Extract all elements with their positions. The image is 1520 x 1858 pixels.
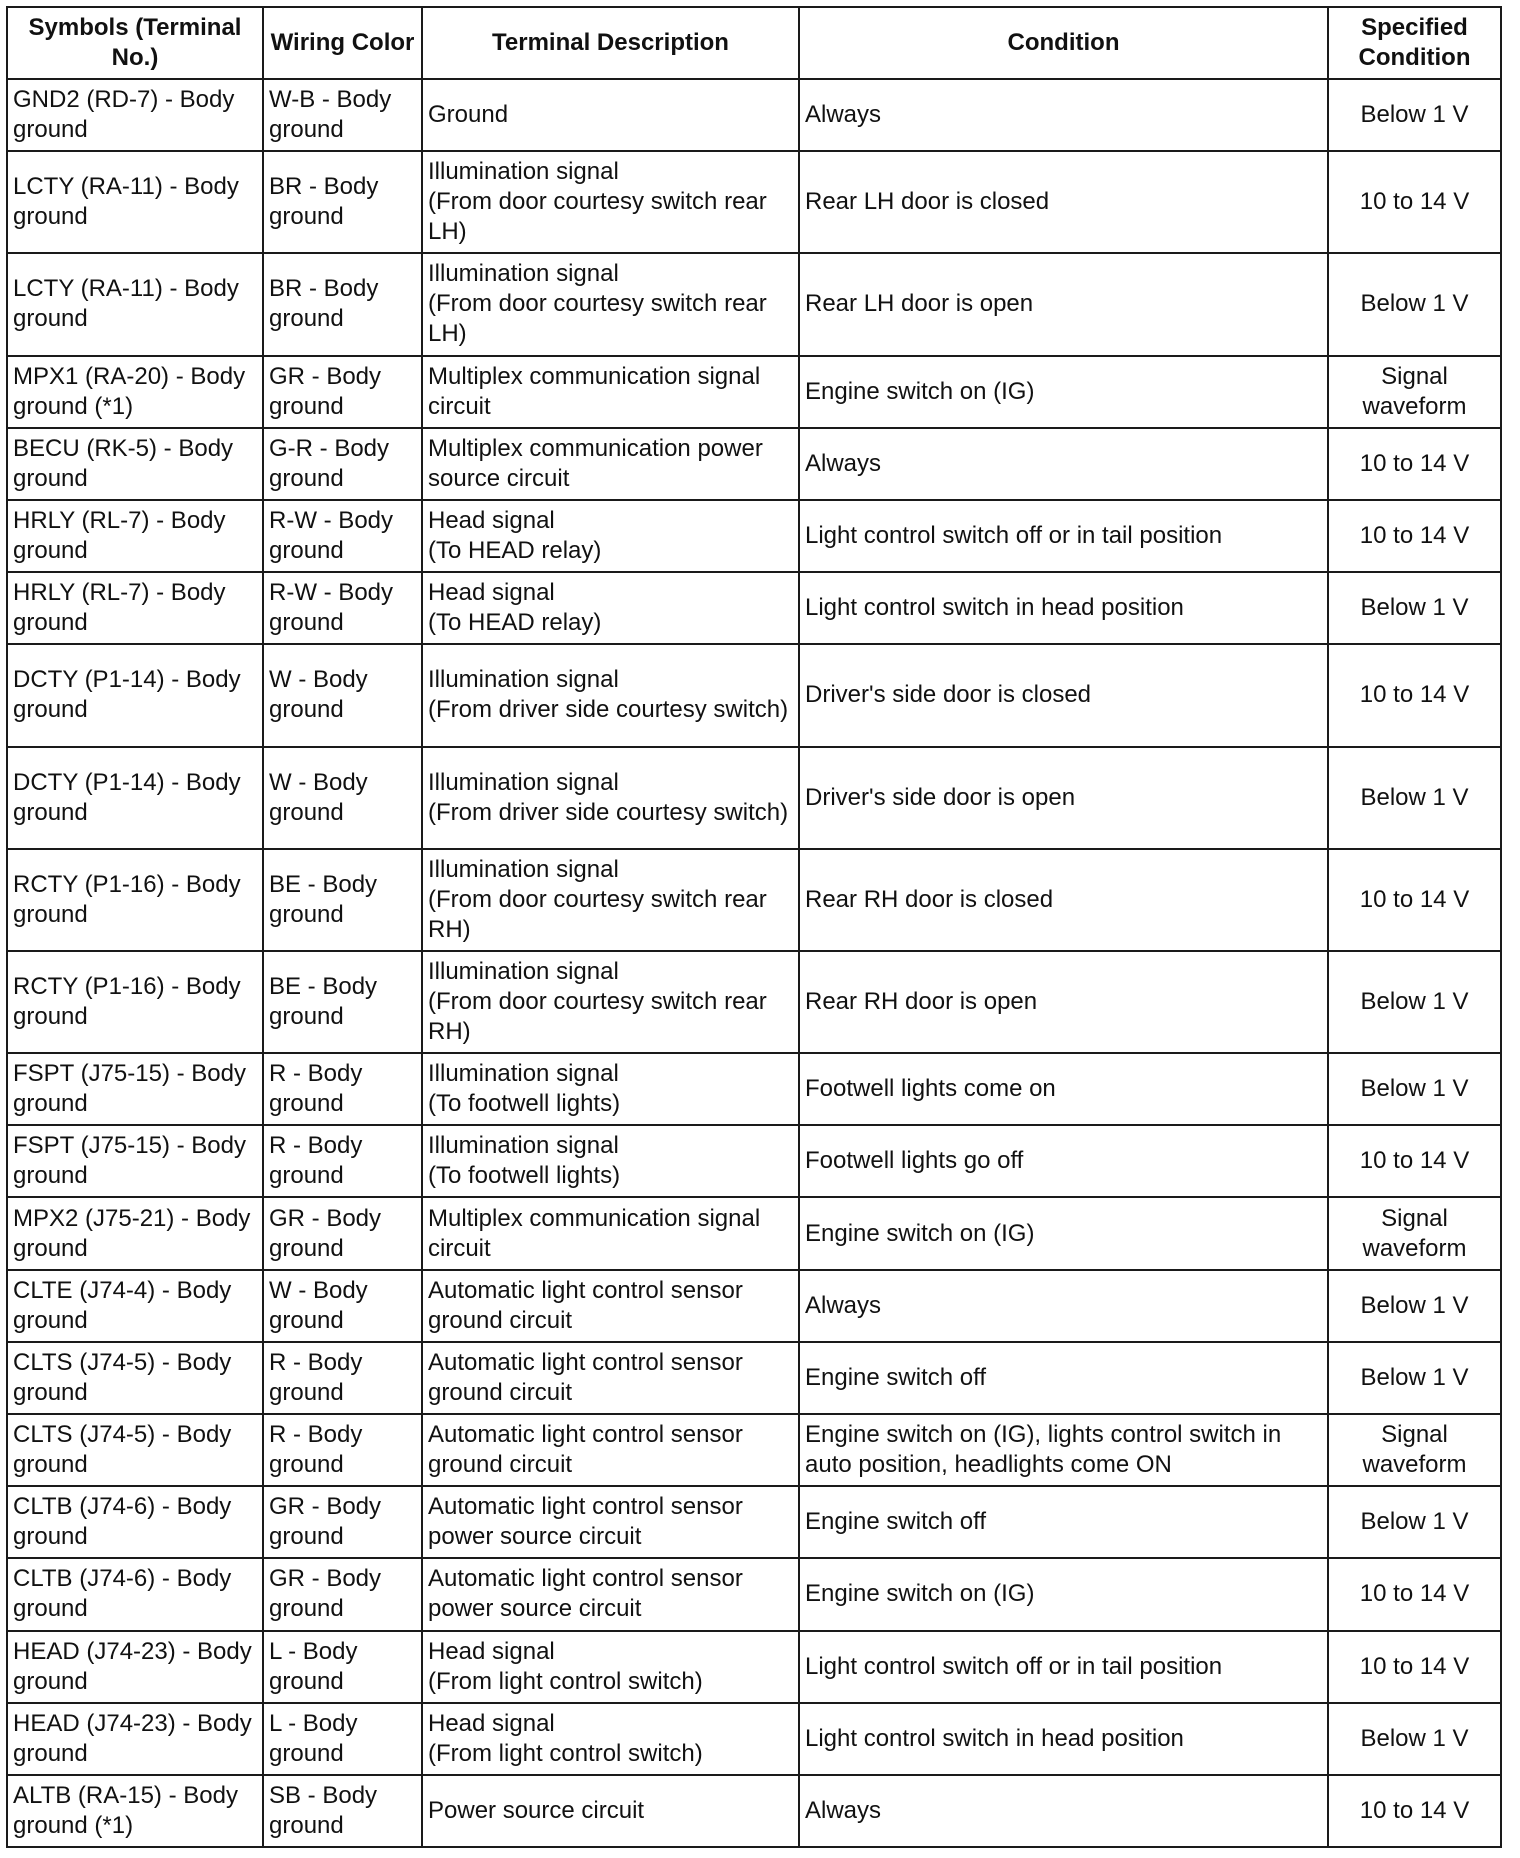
- cell-condition: Footwell lights come on: [799, 1053, 1328, 1125]
- cell-wiring-color: W-B - Body ground: [263, 79, 422, 151]
- cell-terminal-description: Head signal (From light control switch): [422, 1703, 799, 1775]
- cell-specified-condition: Below 1 V: [1328, 1270, 1501, 1342]
- cell-terminal-description: Automatic light control sensor ground circuit: [422, 1342, 799, 1414]
- cell-specified-condition: 10 to 14 V: [1328, 1125, 1501, 1197]
- cell-condition: Engine switch on (IG): [799, 1558, 1328, 1630]
- table-body: [7, 79, 1501, 1847]
- cell-terminal-description: Multiplex communication power source circuit: [422, 428, 799, 500]
- table-row: [7, 1558, 1501, 1630]
- table-row: [7, 500, 1501, 572]
- cell-symbol: HRLY (RL-7) - Body ground: [7, 500, 263, 572]
- cell-condition: Always: [799, 428, 1328, 500]
- cell-symbol: CLTE (J74-4) - Body ground: [7, 1270, 263, 1342]
- cell-symbol: ALTB (RA-15) - Body ground (*1): [7, 1775, 263, 1847]
- cell-specified-condition: 10 to 14 V: [1328, 1775, 1501, 1847]
- cell-condition: Driver's side door is open: [799, 747, 1328, 849]
- cell-symbol: RCTY (P1-16) - Body ground: [7, 951, 263, 1053]
- cell-condition: Rear RH door is open: [799, 951, 1328, 1053]
- cell-wiring-color: R - Body ground: [263, 1125, 422, 1197]
- cell-specified-condition: Below 1 V: [1328, 253, 1501, 355]
- cell-condition: Always: [799, 79, 1328, 151]
- cell-condition: Rear RH door is closed: [799, 849, 1328, 951]
- cell-condition: Light control switch in head position: [799, 1703, 1328, 1775]
- table-row: [7, 644, 1501, 746]
- cell-specified-condition: 10 to 14 V: [1328, 428, 1501, 500]
- cell-wiring-color: L - Body ground: [263, 1703, 422, 1775]
- cell-specified-condition: Below 1 V: [1328, 79, 1501, 151]
- cell-wiring-color: GR - Body ground: [263, 1197, 422, 1269]
- cell-specified-condition: Below 1 V: [1328, 747, 1501, 849]
- cell-condition: Engine switch off: [799, 1342, 1328, 1414]
- cell-specified-condition: Below 1 V: [1328, 1486, 1501, 1558]
- cell-specified-condition: 10 to 14 V: [1328, 500, 1501, 572]
- cell-condition: Light control switch off or in tail position: [799, 500, 1328, 572]
- cell-symbol: GND2 (RD-7) - Body ground: [7, 79, 263, 151]
- cell-terminal-description: Illumination signal (From driver side courtesy switch): [422, 747, 799, 849]
- cell-wiring-color: BR - Body ground: [263, 151, 422, 253]
- cell-specified-condition: 10 to 14 V: [1328, 849, 1501, 951]
- cell-symbol: CLTB (J74-6) - Body ground: [7, 1558, 263, 1630]
- cell-symbol: LCTY (RA-11) - Body ground: [7, 151, 263, 253]
- cell-wiring-color: R - Body ground: [263, 1414, 422, 1486]
- cell-specified-condition: Below 1 V: [1328, 1703, 1501, 1775]
- table-row: [7, 849, 1501, 951]
- cell-symbol: DCTY (P1-14) - Body ground: [7, 644, 263, 746]
- cell-terminal-description: Head signal (From light control switch): [422, 1631, 799, 1703]
- terminal-inspection-table: [6, 6, 1502, 1848]
- header-specified-condition: Specified Condition: [1328, 7, 1501, 79]
- table-row: [7, 79, 1501, 151]
- cell-symbol: MPX2 (J75-21) - Body ground: [7, 1197, 263, 1269]
- cell-condition: Driver's side door is closed: [799, 644, 1328, 746]
- table-row: [7, 1703, 1501, 1775]
- table-row: [7, 1125, 1501, 1197]
- cell-terminal-description: Head signal (To HEAD relay): [422, 500, 799, 572]
- cell-condition: Engine switch on (IG), lights control switch in auto position, headlights come ON: [799, 1414, 1328, 1486]
- cell-terminal-description: Automatic light control sensor power source circuit: [422, 1558, 799, 1630]
- cell-specified-condition: Signal waveform: [1328, 356, 1501, 428]
- table-row: [7, 356, 1501, 428]
- table-row: [7, 572, 1501, 644]
- cell-specified-condition: Below 1 V: [1328, 1342, 1501, 1414]
- cell-terminal-description: Automatic light control sensor ground circuit: [422, 1270, 799, 1342]
- cell-terminal-description: Illumination signal (From door courtesy switch rear RH): [422, 849, 799, 951]
- cell-condition: Always: [799, 1270, 1328, 1342]
- cell-terminal-description: Multiplex communication signal circuit: [422, 1197, 799, 1269]
- cell-symbol: CLTB (J74-6) - Body ground: [7, 1486, 263, 1558]
- table-row: [7, 1775, 1501, 1847]
- cell-symbol: HRLY (RL-7) - Body ground: [7, 572, 263, 644]
- table-row: [7, 747, 1501, 849]
- cell-condition: Engine switch on (IG): [799, 356, 1328, 428]
- cell-wiring-color: BE - Body ground: [263, 849, 422, 951]
- cell-terminal-description: Illumination signal (From door courtesy switch rear LH): [422, 253, 799, 355]
- cell-wiring-color: L - Body ground: [263, 1631, 422, 1703]
- cell-wiring-color: R - Body ground: [263, 1053, 422, 1125]
- cell-symbol: CLTS (J74-5) - Body ground: [7, 1342, 263, 1414]
- cell-wiring-color: W - Body ground: [263, 644, 422, 746]
- cell-terminal-description: Illumination signal (From door courtesy switch rear LH): [422, 151, 799, 253]
- cell-specified-condition: Signal waveform: [1328, 1197, 1501, 1269]
- cell-specified-condition: 10 to 14 V: [1328, 151, 1501, 253]
- table-row: [7, 253, 1501, 355]
- cell-condition: Light control switch in head position: [799, 572, 1328, 644]
- cell-wiring-color: R-W - Body ground: [263, 500, 422, 572]
- header-terminal-description: Terminal Description: [422, 7, 799, 79]
- cell-terminal-description: Multiplex communication signal circuit: [422, 356, 799, 428]
- cell-condition: Light control switch off or in tail position: [799, 1631, 1328, 1703]
- cell-condition: Footwell lights go off: [799, 1125, 1328, 1197]
- cell-condition: Engine switch on (IG): [799, 1197, 1328, 1269]
- table-row: [7, 151, 1501, 253]
- cell-symbol: HEAD (J74-23) - Body ground: [7, 1631, 263, 1703]
- cell-symbol: BECU (RK-5) - Body ground: [7, 428, 263, 500]
- cell-terminal-description: Illumination signal (To footwell lights): [422, 1053, 799, 1125]
- cell-specified-condition: Below 1 V: [1328, 951, 1501, 1053]
- cell-wiring-color: R-W - Body ground: [263, 572, 422, 644]
- cell-specified-condition: Signal waveform: [1328, 1414, 1501, 1486]
- cell-wiring-color: GR - Body ground: [263, 1558, 422, 1630]
- cell-specified-condition: 10 to 14 V: [1328, 644, 1501, 746]
- cell-condition: Rear LH door is closed: [799, 151, 1328, 253]
- table-row: [7, 1197, 1501, 1269]
- table-row: [7, 951, 1501, 1053]
- cell-symbol: RCTY (P1-16) - Body ground: [7, 849, 263, 951]
- table-row: [7, 1486, 1501, 1558]
- cell-wiring-color: GR - Body ground: [263, 356, 422, 428]
- cell-terminal-description: Illumination signal (From door courtesy switch rear RH): [422, 951, 799, 1053]
- cell-terminal-description: Illumination signal (To footwell lights): [422, 1125, 799, 1197]
- cell-wiring-color: W - Body ground: [263, 747, 422, 849]
- header-condition: Condition: [799, 7, 1328, 79]
- table-row: [7, 1342, 1501, 1414]
- cell-terminal-description: Ground: [422, 79, 799, 151]
- cell-specified-condition: Below 1 V: [1328, 572, 1501, 644]
- cell-terminal-description: Automatic light control sensor power source circuit: [422, 1486, 799, 1558]
- cell-symbol: FSPT (J75-15) - Body ground: [7, 1125, 263, 1197]
- cell-specified-condition: 10 to 14 V: [1328, 1631, 1501, 1703]
- table-row: [7, 1270, 1501, 1342]
- cell-symbol: MPX1 (RA-20) - Body ground (*1): [7, 356, 263, 428]
- cell-condition: Engine switch off: [799, 1486, 1328, 1558]
- header-symbols: Symbols (Terminal No.): [7, 7, 263, 79]
- cell-terminal-description: Head signal (To HEAD relay): [422, 572, 799, 644]
- cell-symbol: LCTY (RA-11) - Body ground: [7, 253, 263, 355]
- table-row: [7, 428, 1501, 500]
- cell-wiring-color: GR - Body ground: [263, 1486, 422, 1558]
- cell-wiring-color: R - Body ground: [263, 1342, 422, 1414]
- cell-wiring-color: W - Body ground: [263, 1270, 422, 1342]
- cell-terminal-description: Power source circuit: [422, 1775, 799, 1847]
- cell-terminal-description: Automatic light control sensor ground circuit: [422, 1414, 799, 1486]
- cell-symbol: HEAD (J74-23) - Body ground: [7, 1703, 263, 1775]
- cell-wiring-color: SB - Body ground: [263, 1775, 422, 1847]
- cell-specified-condition: 10 to 14 V: [1328, 1558, 1501, 1630]
- cell-condition: Rear LH door is open: [799, 253, 1328, 355]
- cell-wiring-color: BR - Body ground: [263, 253, 422, 355]
- cell-symbol: FSPT (J75-15) - Body ground: [7, 1053, 263, 1125]
- cell-wiring-color: BE - Body ground: [263, 951, 422, 1053]
- cell-condition: Always: [799, 1775, 1328, 1847]
- table-row: [7, 1414, 1501, 1486]
- table-header-row: [7, 7, 1501, 79]
- cell-wiring-color: G-R - Body ground: [263, 428, 422, 500]
- cell-symbol: DCTY (P1-14) - Body ground: [7, 747, 263, 849]
- table-row: [7, 1053, 1501, 1125]
- table-row: [7, 1631, 1501, 1703]
- cell-terminal-description: Illumination signal (From driver side courtesy switch): [422, 644, 799, 746]
- header-wiring-color: Wiring Color: [263, 7, 422, 79]
- cell-symbol: CLTS (J74-5) - Body ground: [7, 1414, 263, 1486]
- cell-specified-condition: Below 1 V: [1328, 1053, 1501, 1125]
